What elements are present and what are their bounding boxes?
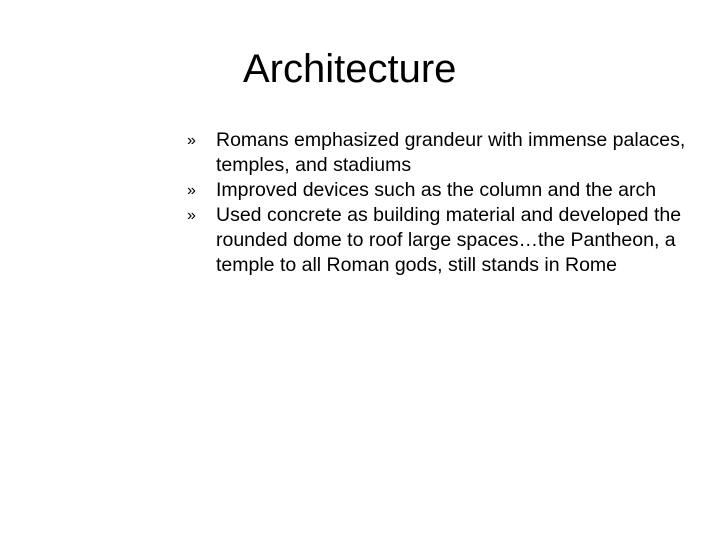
bullet-text: Used concrete as building material and developed the rounded dome to roof large spaces…the Pantheon, a temple to all Roman gods, still stands in Rome [216, 204, 682, 276]
bullet-marker-icon: » [187, 207, 196, 224]
bullet-item-devices [187, 178, 687, 203]
bullet-item-grandeur [187, 128, 687, 178]
bullet-text: Romans emphasized grandeur with immense palaces, temples, and stadiums [216, 129, 686, 176]
bullet-list [187, 128, 687, 278]
bullet-item-concrete [187, 203, 687, 278]
bullet-marker-icon: » [187, 132, 196, 149]
slide-title: Architecture [243, 47, 457, 91]
bullet-text: Improved devices such as the column and the arch [216, 179, 657, 201]
bullet-marker-icon: » [187, 182, 196, 199]
